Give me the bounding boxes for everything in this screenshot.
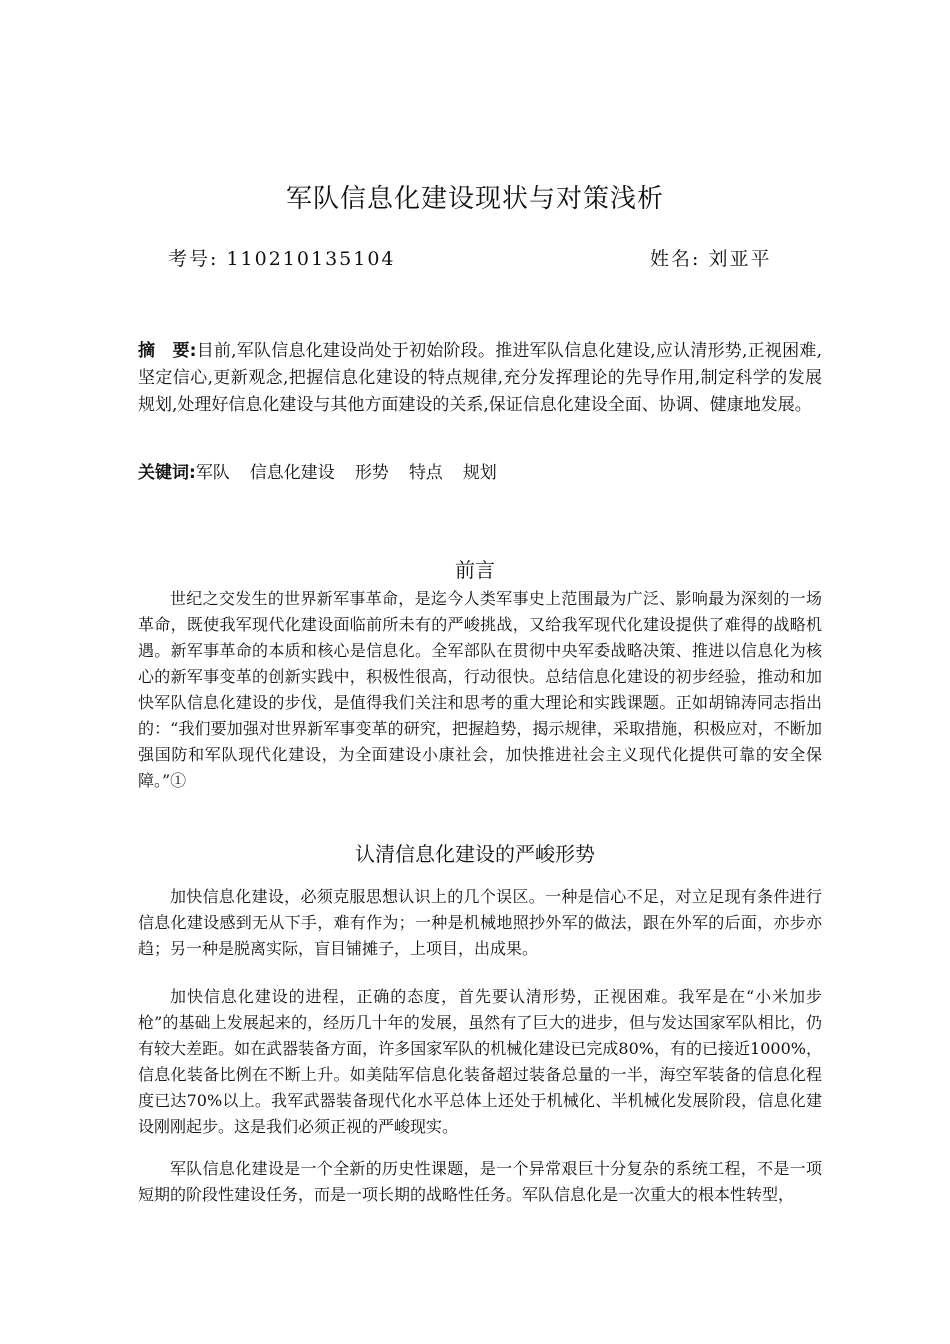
- exam-number-value: 110210135104: [226, 248, 396, 270]
- keyword: 特点: [408, 463, 443, 483]
- keyword: 形势: [354, 463, 389, 483]
- exam-number-label: 考号:: [168, 248, 219, 270]
- keyword: 规划: [462, 463, 497, 483]
- abstract-label: 摘 要:: [138, 341, 197, 361]
- section-heading-situation: 认清信息化建设的严峻形势: [355, 842, 595, 866]
- name-value: 刘亚平: [708, 248, 772, 270]
- document-title: 军队信息化建设现状与对策浅析: [285, 184, 664, 214]
- keyword: 军队: [195, 463, 230, 483]
- keyword: 信息化建设: [249, 463, 335, 483]
- exam-number: [168, 244, 396, 271]
- abstract: [138, 338, 822, 419]
- section-heading-preface: 前言: [455, 558, 495, 582]
- author-name: [650, 244, 771, 271]
- keywords-label: 关键词:: [138, 463, 196, 483]
- situation-paragraph-2: 加快信息化建设的进程，正确的态度，首先要认清形势，正视困难。我军是在“小米加步枪”的基础上发展起来的，经历几十年的发展，虽然有了巨大的进步，但与发达国家军队相比，仍有较大差距。如在武器装备方面，许多国家军队的机械化建设已完成80%，有的已接近1000%，信息化装备比例在不断上升。如美陆军信息化装备超过装备总量的一半，海空军装备的信息化程度已达70%以上。我军武器装备现代化水平总体上还处于机械化、半机械化发展阶段，信息化建设刚刚起步。这是我们必须正视的严峻现实。: [138, 987, 822, 1136]
- abstract-text: 目前,军队信息化建设尚处于初始阶段。推进军队信息化建设,应认清形势,正视困难,坚定信心,更新观念,把握信息化建设的特点规律,充分发挥理论的先导作用,制定科学的发展规划,处理好信息化建设与其他方面建设的关系,保证信息化建设全面、协调、健康地发展。: [138, 341, 822, 415]
- situation-paragraph-1: 加快信息化建设，必须克服思想认识上的几个误区。一种是信心不足，对立足现有条件进行信息化建设感到无从下手，难有作为；一种是机械地照抄外军的做法，跟在外军的后面，亦步亦趋；另一种是脱离实际，盲目铺摊子，上项目，出成果。: [138, 887, 822, 958]
- preface-paragraph: 世纪之交发生的世界新军事革命，是迄今人类军事史上范围最为广泛、影响最为深刻的一场革命，既使我军现代化建设面临前所未有的严峻挑战，又给我军现代化建设提供了难得的战略机遇。新军事革命的本质和核心是信息化。全军部队在贯彻中央军委战略决策、推进以信息化为核心的新军事变革的创新实践中，积极性很高，行动很快。总结信息化建设的初步经验，推动和加快军队信息化建设的步伐，是值得我们关注和思考的重大理论和实践课题。正如胡锦涛同志指出的：“我们要加强对世界新军事变革的研究，把握趋势，揭示规律，采取措施，积极应对，不断加强国防和军队现代化建设，为全面建设小康社会，加快推进社会主义现代化提供可靠的安全保障。”①: [138, 589, 822, 790]
- name-label: 姓名:: [650, 248, 701, 270]
- situation-paragraph-3: 军队信息化建设是一个全新的历史性课题，是一个异常艰巨十分复杂的系统工程，不是一项短期的阶段性建设任务，而是一项长期的战略性任务。军队信息化是一次重大的根本性转型，: [138, 1159, 822, 1204]
- keywords: [138, 460, 517, 487]
